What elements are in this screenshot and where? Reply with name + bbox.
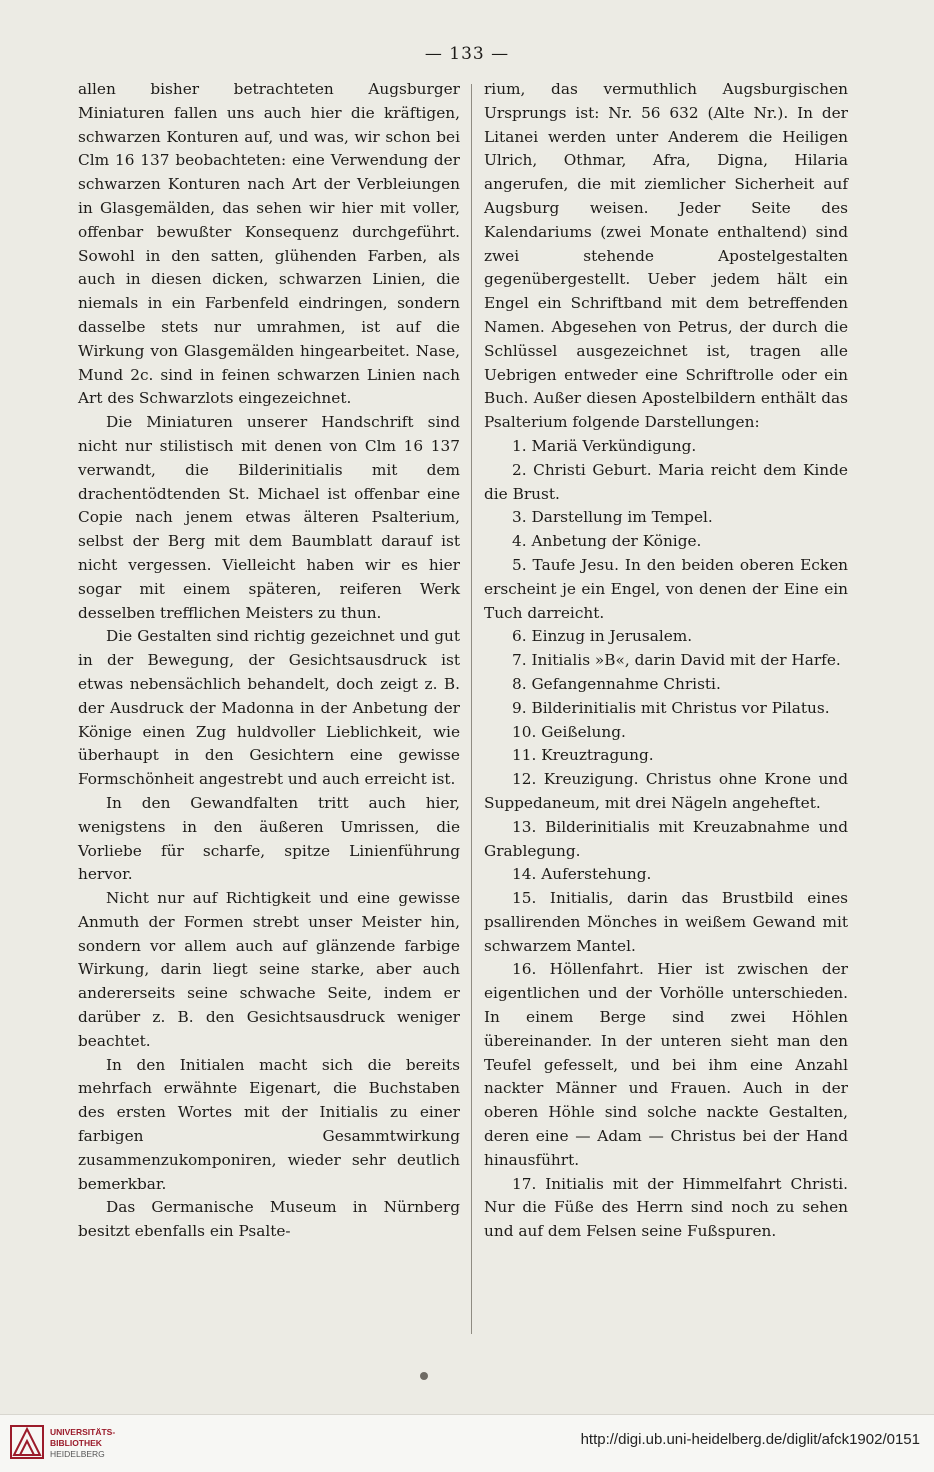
library-seal-icon [10,1425,44,1459]
library-name [50,1427,115,1460]
left-column [78,78,460,1244]
footer-bar [0,1414,934,1472]
library-logo[interactable] [10,1423,140,1463]
list-item: 9. Bilderinitialis mit Christus vor Pilatus. [512,698,830,717]
page-number: — 133 — [424,44,510,64]
list-item: 8. Gefangennahme Christi. [512,674,721,693]
logo-line: HEIDELBERG [50,1449,105,1459]
list-item: 5. Taufe Jesu. In den beiden oberen Ecken erscheint je ein Engel, von denen der Eine ein Tuch darreicht. [484,555,848,622]
paragraph: Das Germanische Museum in Nürnberg besitzt ebenfalls ein Psalte- [78,1198,460,1241]
list-item: 14. Auferstehung. [512,865,652,884]
list-item: 10. Geißelung. [512,722,626,741]
paragraph: rium, das vermuthlich Augsburgischen Ursprungs ist: Nr. 56 632 (Alte Nr.). In der Litanei werden unter Anderem die Heiligen Ulrich, Othmar, Afra, Digna, Hilaria angerufen, die mit ziemlicher Sicherheit auf Augsburg weisen. Jeder Seite des Kalendariums (zwei Monate enthaltend) sind zwei stehende Apostelgestalten gegenübergestellt. Ueber jedem hält ein Engel ein Schriftband mit dem betreffenden Namen. Abgesehen von Petrus, der durch die Schlüssel ausgezeichnet ist, tragen alle Uebrigen entweder eine Schriftrolle oder ein Buch. Außer diesen Apostelbildern enthält das Psalterium folgende Darstellungen: [484,80,848,432]
list-item: 11. Kreuztragung. [512,746,654,765]
paragraph: allen bisher betrachteten Augsburger Miniaturen fallen uns auch hier die kräftigen, schwarzen Konturen auf, und was, wir schon bei Clm 16 137 beobachteten: eine Verwendung der schwarzen Konturen nach Art der Verbleiungen in Glasgemälden, das sehen wir hier mit voller, offenbar bewußter Konsequenz durchgeführt. Sowohl in den satten, glühenden Farben, als auch in diesen dicken, schwarzen Linien, die niemals in ein Farbenfeld eindringen, sondern dasselbe stets nur umrahmen, ist auf die Wirkung von Glasgemälden hingearbeitet. Nase, Mund 2c. sind in feinen schwarzen Linien nach Art des Schwarzlots eingezeichnet. [78,80,460,408]
list-item: 2. Christi Geburt. Maria reicht dem Kinde die Brust. [484,460,848,503]
logo-line: UNIVERSITÄTS- [50,1427,116,1437]
list-item: 13. Bilderinitialis mit Kreuzabnahme und Grablegung. [484,817,848,860]
paragraph: In den Gewandfalten tritt auch hier, wenigstens in den äußeren Umrissen, die Vorliebe für scharfe, spitze Linienführung hervor. [78,793,460,884]
list-item: 16. Höllenfahrt. Hier ist zwischen der eigentlichen und der Vorhölle unterschieden. In einem Berge sind zwei Höhlen übereinander. In der unteren sieht man den Teufel gefesselt, und bei ihm eine Anzahl nackter Männer und Frauen. Auch in der oberen Höhle sind solche nackte Gestalten, deren eine — Adam — Christus bei der Hand hinausführt. [484,960,848,1169]
column-divider [471,84,472,1334]
list-item: 7. Initialis »B«, darin David mit der Harfe. [512,651,841,670]
list-item: 1. Mariä Verkündigung. [512,436,697,455]
list-item: 12. Kreuzigung. Christus ohne Krone und Suppedaneum, mit drei Nägeln angeheftet. [484,770,848,812]
paragraph: Die Gestalten sind richtig gezeichnet und gut in der Bewegung, der Gesichtsausdruck ist etwas nebensächlich behandelt, doch zeigt z. B. der Ausdruck der Madonna in der Anbetung der Könige einen Zug huldvoller Lieblichkeit, wie überhaupt in den Gesichtern eine gewisse Formschönheit angestrebt und auch erreicht ist. [78,627,460,789]
paragraph: Nicht nur auf Richtigkeit und eine gewisse Anmuth der Formen strebt unser Meister hin, sondern vor allem auch auf glänzende farbige Wirkung, darin liegt seine starke, aber auch andererseits seine schwache Seite, indem er darüber z. B. den Gesichtsausdruck weniger beachtet. [78,889,460,1050]
list-item: 6. Einzug in Jerusalem. [512,627,693,646]
source-url-link[interactable]: http://digi.ub.uni-heidelberg.de/diglit/afck1902/0151 [580,1431,920,1448]
paragraph: In den Initialen macht sich die bereits mehrfach erwähnte Eigenart, die Buchstaben des ersten Wortes mit der Initialis zu einer farbigen Gesammtwirkung zusammenzukomponiren, wieder sehr deutlich bemerkbar. [78,1055,460,1193]
list-item: 4. Anbetung der Könige. [512,532,702,551]
list-item: 15. Initialis, darin das Brustbild eines psallirenden Mönches in weißem Gewand mit schwarzem Mantel. [484,889,848,955]
logo-line: BIBLIOTHEK [50,1438,102,1448]
right-column [484,78,848,1244]
list-item: 3. Darstellung im Tempel. [512,508,713,527]
list-item: 17. Initialis mit der Himmelfahrt Christi. Nur die Füße des Herrn sind noch zu sehen und auf dem Felsen seine Fußspuren. [484,1174,848,1241]
paragraph: Die Miniaturen unserer Handschrift sind nicht nur stilistisch mit denen von Clm 16 137 verwandt, die Bilderinitialis mit dem drachentödtenden St. Michael ist offenbar eine Copie nach jenem etwas älteren Psalterium, selbst der Berg mit dem Baumblatt darauf ist nicht vergessen. Vielleicht haben wir es hier sogar mit einem späteren, reiferen Werk desselben trefflichen Meisters zu thun. [78,413,460,622]
ornament-dot [420,1372,428,1380]
